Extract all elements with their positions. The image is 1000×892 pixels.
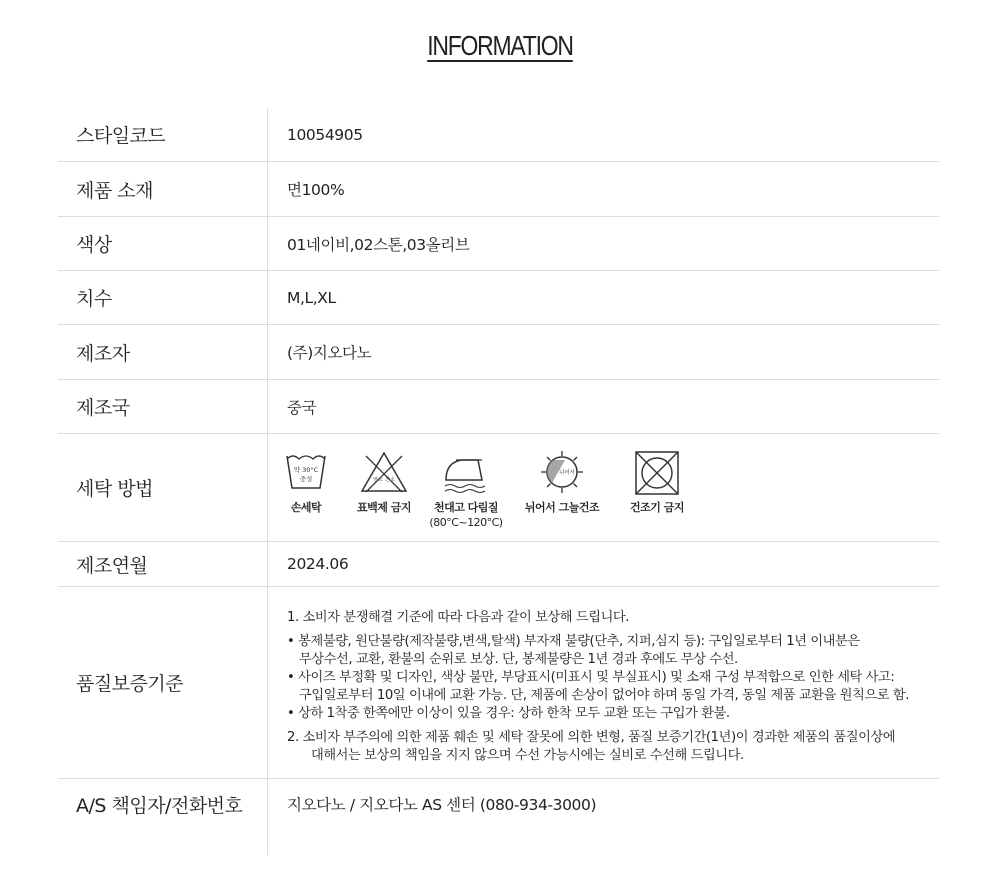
label-country: 제조국 xyxy=(76,397,130,419)
no-bleach-caption: 표백제 금지 xyxy=(357,501,411,514)
shade-dry-icon xyxy=(538,450,586,494)
value-material: 면100% xyxy=(287,181,345,199)
info-table xyxy=(58,108,939,855)
iron-caption xyxy=(429,500,502,530)
hand-wash-detergent: 중성 xyxy=(299,475,313,483)
column-divider xyxy=(267,779,268,855)
page-title-text: INFORMATION xyxy=(427,30,573,61)
row-style-code xyxy=(58,108,939,162)
warranty-line: 대해서는 보상의 책임을 지지 않으며 수선 가능시에는 실비로 수선해 드립니다. xyxy=(311,748,744,763)
warranty-line: • 상하 1착중 한쪽에만 이상이 있을 경우: 상하 한착 모두 교환 또는 구입가 환불. xyxy=(287,706,730,721)
value-maker: (주)지오다노 xyxy=(287,344,372,362)
care-iron xyxy=(426,450,506,530)
column-divider xyxy=(267,380,268,433)
column-divider xyxy=(267,542,268,586)
no-dryer-icon xyxy=(634,450,680,496)
warranty-line: 2. 소비자 부주의에 의한 제품 훼손 및 세탁 잘못에 의한 변형, 품질 보증기간(1년)이 경과한 제품의 품질이상에 xyxy=(287,730,896,745)
label-style-code: 스타일코드 xyxy=(76,125,166,147)
row-color xyxy=(58,217,939,271)
column-divider xyxy=(267,587,268,778)
care-hand-wash xyxy=(278,450,334,530)
shade-dry-caption: 뉘어서 그늘건조 xyxy=(524,501,600,514)
row-size xyxy=(58,271,939,325)
column-divider xyxy=(267,108,268,161)
label-warranty: 품질보증기준 xyxy=(76,673,184,695)
iron-temp: (80°C~120°C) xyxy=(429,516,503,529)
care-shade-dry xyxy=(514,450,610,530)
care-no-dryer xyxy=(624,450,690,530)
column-divider xyxy=(267,162,268,216)
row-material xyxy=(58,162,939,217)
care-symbols xyxy=(278,450,690,530)
row-washing xyxy=(58,434,939,542)
column-divider xyxy=(267,271,268,324)
label-washing: 세탁 방법 xyxy=(76,478,153,500)
label-maker: 제조자 xyxy=(76,342,130,365)
value-style-code: 10054905 xyxy=(287,125,363,144)
no-bleach-oxygen: 산소 xyxy=(385,477,395,483)
label-size: 치수 xyxy=(76,288,112,310)
row-maker xyxy=(58,325,939,380)
value-color: 01네이비,02스톤,03올리브 xyxy=(287,235,470,254)
hand-wash-caption: 손세탁 xyxy=(290,501,322,514)
column-divider xyxy=(267,217,268,270)
row-country xyxy=(58,380,939,434)
label-material: 제품 소재 xyxy=(76,179,153,202)
warranty-line: 구입일로부터 10일 이내에 교환 가능. 단, 제품에 손상이 없어야 하며 동일 가격, 동일 제품 교환을 원칙으로 함. xyxy=(299,688,910,703)
warranty-text xyxy=(287,609,929,765)
label-as: A/S 책임자/전화번호 xyxy=(76,795,243,817)
row-as xyxy=(58,779,939,855)
label-date: 제조연월 xyxy=(76,554,148,577)
no-dryer-caption: 건조기 금지 xyxy=(630,501,684,514)
warranty-line: • 봉제불량, 원단불량(제작불량,변색,탈색) 부자재 불량(단추, 지퍼,심지 등): 구입일로부터 1년 이내분은 xyxy=(287,634,860,649)
warranty-line: • 사이즈 부정확 및 디자인, 색상 불만, 부당표시(미표시 및 부실표시) 및 소재 구성 부적합으로 인한 세탁 사고: xyxy=(287,670,895,685)
no-bleach-chlorine: 염소 xyxy=(373,477,383,483)
hand-wash-temp: 약 30°C xyxy=(293,466,319,474)
no-bleach-icon xyxy=(359,450,409,494)
page-title xyxy=(90,30,910,62)
shade-dry-inner: 뉘어서 xyxy=(559,470,575,476)
value-date: 2024.06 xyxy=(287,555,349,573)
value-size: M,L,XL xyxy=(287,288,336,307)
warranty-line: 1. 소비자 분쟁해결 기준에 따라 다음과 같이 보상해 드립니다. xyxy=(287,610,630,625)
value-as: 지오다노 / 지오다노 AS 센터 (080-934-3000) xyxy=(287,796,597,814)
label-color: 색상 xyxy=(76,234,112,256)
column-divider xyxy=(267,434,268,541)
care-no-bleach xyxy=(354,450,414,530)
warranty-line: 무상수선, 교환, 환불의 순위로 보상. 단, 봉제불량은 1년 경과 후에도 무상 수선. xyxy=(299,652,738,667)
iron-icon xyxy=(442,450,490,494)
column-divider xyxy=(267,325,268,379)
row-date xyxy=(58,542,939,587)
row-warranty xyxy=(58,587,939,779)
iron-caption-main: 천대고 다림질 xyxy=(433,501,499,514)
hand-wash-icon xyxy=(284,450,328,494)
value-country: 중국 xyxy=(287,398,317,417)
